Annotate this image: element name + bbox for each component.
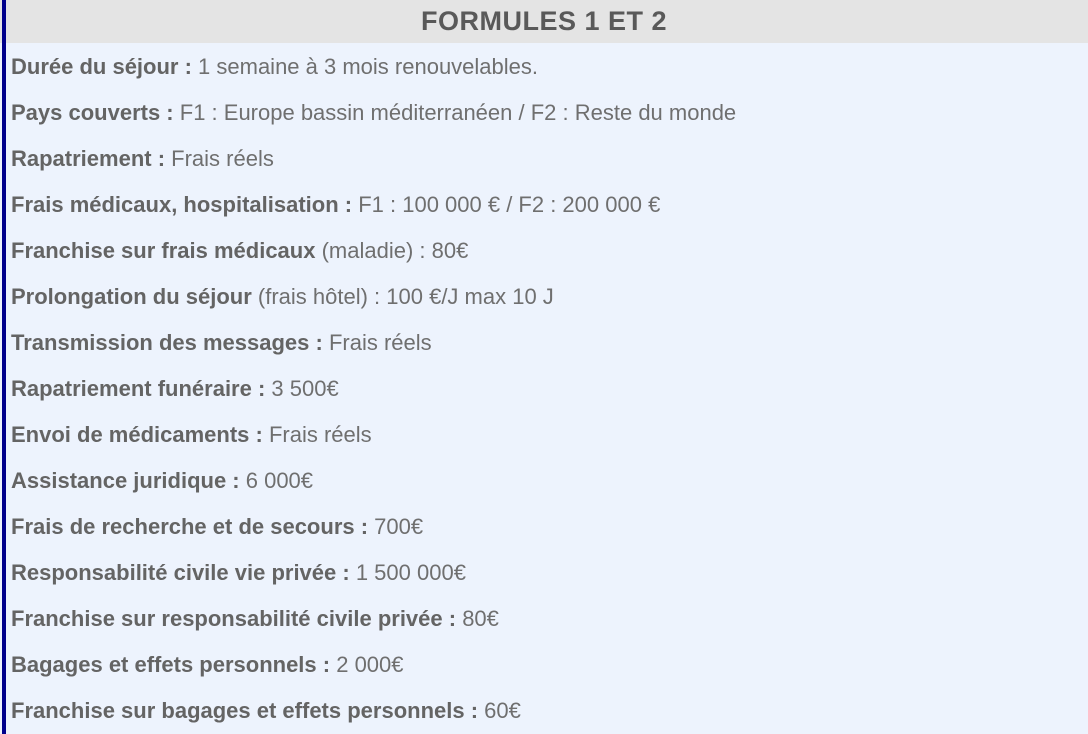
- benefit-row: [11, 642, 1088, 688]
- benefit-value: Frais réels: [262, 422, 372, 447]
- left-border-accent: [2, 0, 6, 734]
- benefits-list: [0, 43, 1088, 734]
- benefit-value: Frais réels: [322, 330, 432, 355]
- benefit-row: [11, 182, 1088, 228]
- benefit-label: Bagages et effets personnels :: [11, 652, 331, 677]
- benefit-row: [11, 550, 1088, 596]
- benefit-label: Frais médicaux, hospitalisation :: [11, 192, 353, 217]
- benefit-label: Pays couverts :: [11, 100, 174, 125]
- benefit-label: Transmission des messages :: [11, 330, 323, 355]
- benefit-row: [11, 136, 1088, 182]
- benefit-value: 6 000€: [239, 468, 314, 493]
- benefit-value: (frais hôtel) : 100 €/J max 10 J: [251, 284, 554, 309]
- benefit-row: [11, 366, 1088, 412]
- benefit-row: [11, 596, 1088, 642]
- benefit-label: Rapatriement funéraire :: [11, 376, 266, 401]
- benefit-value: 1 semaine à 3 mois renouvelables.: [191, 54, 539, 79]
- benefit-row: [11, 320, 1088, 366]
- benefit-row: [11, 274, 1088, 320]
- benefit-label: Prolongation du séjour: [11, 284, 252, 309]
- benefit-label: Franchise sur responsabilité civile privée :: [11, 606, 457, 631]
- benefit-value: 60€: [478, 698, 521, 723]
- benefit-value: 1 500 000€: [349, 560, 466, 585]
- benefit-row: [11, 228, 1088, 274]
- benefit-row: [11, 90, 1088, 136]
- benefit-row: [11, 504, 1088, 550]
- benefit-value: F1 : Europe bassin méditerranéen / F2 : Reste du monde: [173, 100, 737, 125]
- benefit-label: Assistance juridique :: [11, 468, 240, 493]
- benefit-label: Franchise sur frais médicaux: [11, 238, 316, 263]
- benefit-value: 2 000€: [330, 652, 404, 677]
- benefit-value: 80€: [456, 606, 499, 631]
- benefit-label: Frais de recherche et de secours :: [11, 514, 369, 539]
- benefit-value: 3 500€: [265, 376, 339, 401]
- benefit-value: Frais réels: [165, 146, 274, 171]
- benefit-value: 700€: [368, 514, 424, 539]
- table-header: [0, 0, 1088, 43]
- benefit-value: (maladie) : 80€: [315, 238, 469, 263]
- benefit-label: Rapatriement :: [11, 146, 166, 171]
- benefit-row: [11, 44, 1088, 90]
- benefit-row: [11, 458, 1088, 504]
- benefit-row: [11, 688, 1088, 734]
- benefit-label: Envoi de médicaments :: [11, 422, 263, 447]
- benefit-label: Durée du séjour :: [11, 54, 192, 79]
- benefit-label: Responsabilité civile vie privée :: [11, 560, 350, 585]
- benefit-value: F1 : 100 000 € / F2 : 200 000 €: [352, 192, 661, 217]
- table-title: FORMULES 1 ET 2: [420, 6, 668, 36]
- benefit-row: [11, 412, 1088, 458]
- benefit-label: Franchise sur bagages et effets personnels :: [11, 698, 479, 723]
